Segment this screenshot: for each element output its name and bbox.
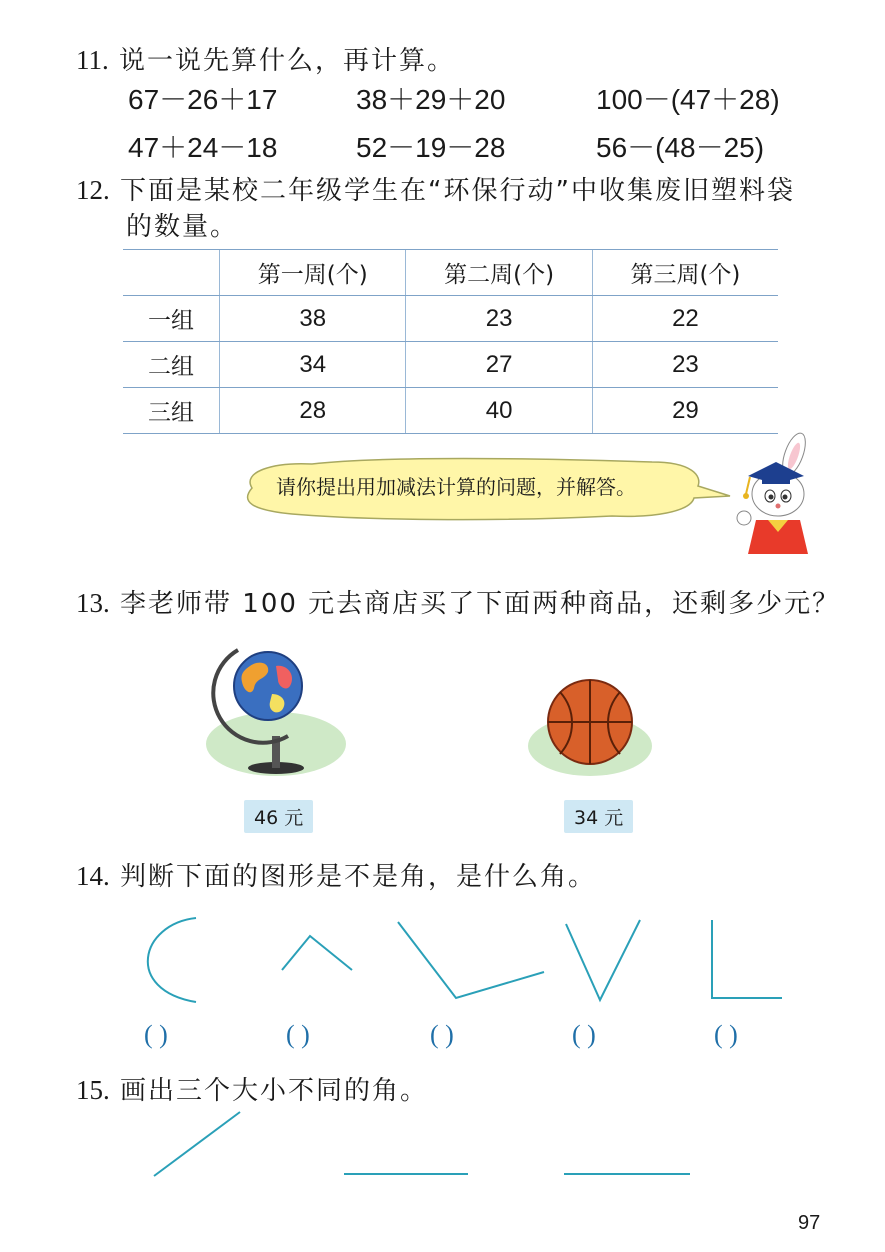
answer-blank-1[interactable]: ( ) <box>144 1020 168 1049</box>
q12-line1: 下面是某校二年级学生在“环保行动”中收集废旧塑料袋 <box>120 176 795 206</box>
q11-expr-6: 56－(48－25) <box>596 132 765 163</box>
table-header-week3: 第三周(个) <box>592 250 778 296</box>
acute-angle-icon <box>566 920 640 1000</box>
table-header-week1: 第一周(个) <box>220 250 406 296</box>
right-angle-icon <box>712 920 782 998</box>
table-row <box>123 388 778 434</box>
table-cell: 40 <box>406 388 592 434</box>
ray-starter-1-icon <box>154 1112 240 1176</box>
q14-number: 14. <box>76 861 110 891</box>
q11-heading <box>76 40 455 77</box>
q11-expr-2: 38＋29＋20 <box>356 84 506 115</box>
table-row <box>123 342 778 388</box>
q12-data-table <box>123 249 778 434</box>
table-row <box>123 296 778 342</box>
q14-heading <box>76 856 596 893</box>
q15-title: 画出三个大小不同的角。 <box>120 1076 429 1106</box>
speech-bubble-text: 请你提出用加减法计算的问题，并解答。 <box>276 475 636 499</box>
table-cell: 23 <box>592 342 778 388</box>
table-cell: 38 <box>220 296 406 342</box>
table-cell: 29 <box>592 388 778 434</box>
q11-expr-3: 100－(47＋28) <box>596 84 780 115</box>
q11-expr-1: 67－26＋17 <box>128 84 278 115</box>
table-cell: 23 <box>406 296 592 342</box>
answer-blank-4[interactable]: ( ) <box>572 1020 596 1049</box>
q13-number: 13. <box>76 588 110 618</box>
q13-heading <box>76 583 840 620</box>
rabbit-mascot-icon <box>726 432 826 562</box>
q12-number: 12. <box>76 175 110 205</box>
q11-expr-4: 47＋24－18 <box>128 132 278 163</box>
table-cell: 34 <box>220 342 406 388</box>
q11-expr-5: 52－19－28 <box>356 132 506 163</box>
q11-title: 说一说先算什么，再计算。 <box>119 46 456 76</box>
curve-shape-icon <box>148 918 196 1002</box>
answer-blank-3[interactable]: ( ) <box>430 1020 454 1049</box>
row-label: 二组 <box>123 342 220 388</box>
table-header-corner <box>123 250 220 296</box>
angle-drawing-area[interactable] <box>0 1100 885 1190</box>
table-header-week2: 第二周(个) <box>406 250 592 296</box>
angle-figures <box>0 910 885 1020</box>
table-header-row <box>123 250 778 296</box>
open-angle-shape-icon <box>282 936 352 970</box>
globe-icon <box>198 636 348 786</box>
globe-price: 46 元 <box>244 800 313 833</box>
row-label: 一组 <box>123 296 220 342</box>
q15-number: 15. <box>76 1075 110 1105</box>
basketball-price: 34 元 <box>564 800 633 833</box>
answer-blank-5[interactable]: ( ) <box>714 1020 738 1049</box>
obtuse-angle-icon <box>398 922 544 998</box>
q12-line2: 的数量。 <box>126 212 239 242</box>
q14-title: 判断下面的图形是不是角，是什么角。 <box>120 862 597 892</box>
answer-blank-2[interactable]: ( ) <box>286 1020 310 1049</box>
page-number: 97 <box>798 1212 821 1234</box>
table-cell: 22 <box>592 296 778 342</box>
basketball-icon <box>528 676 658 786</box>
q13-title: 李老师带 100 元去商店买了下面两种商品，还剩多少元？ <box>120 589 841 619</box>
table-cell: 28 <box>220 388 406 434</box>
q12-heading <box>76 170 795 207</box>
table-cell: 27 <box>406 342 592 388</box>
q11-number: 11. <box>76 45 109 75</box>
row-label: 三组 <box>123 388 220 434</box>
